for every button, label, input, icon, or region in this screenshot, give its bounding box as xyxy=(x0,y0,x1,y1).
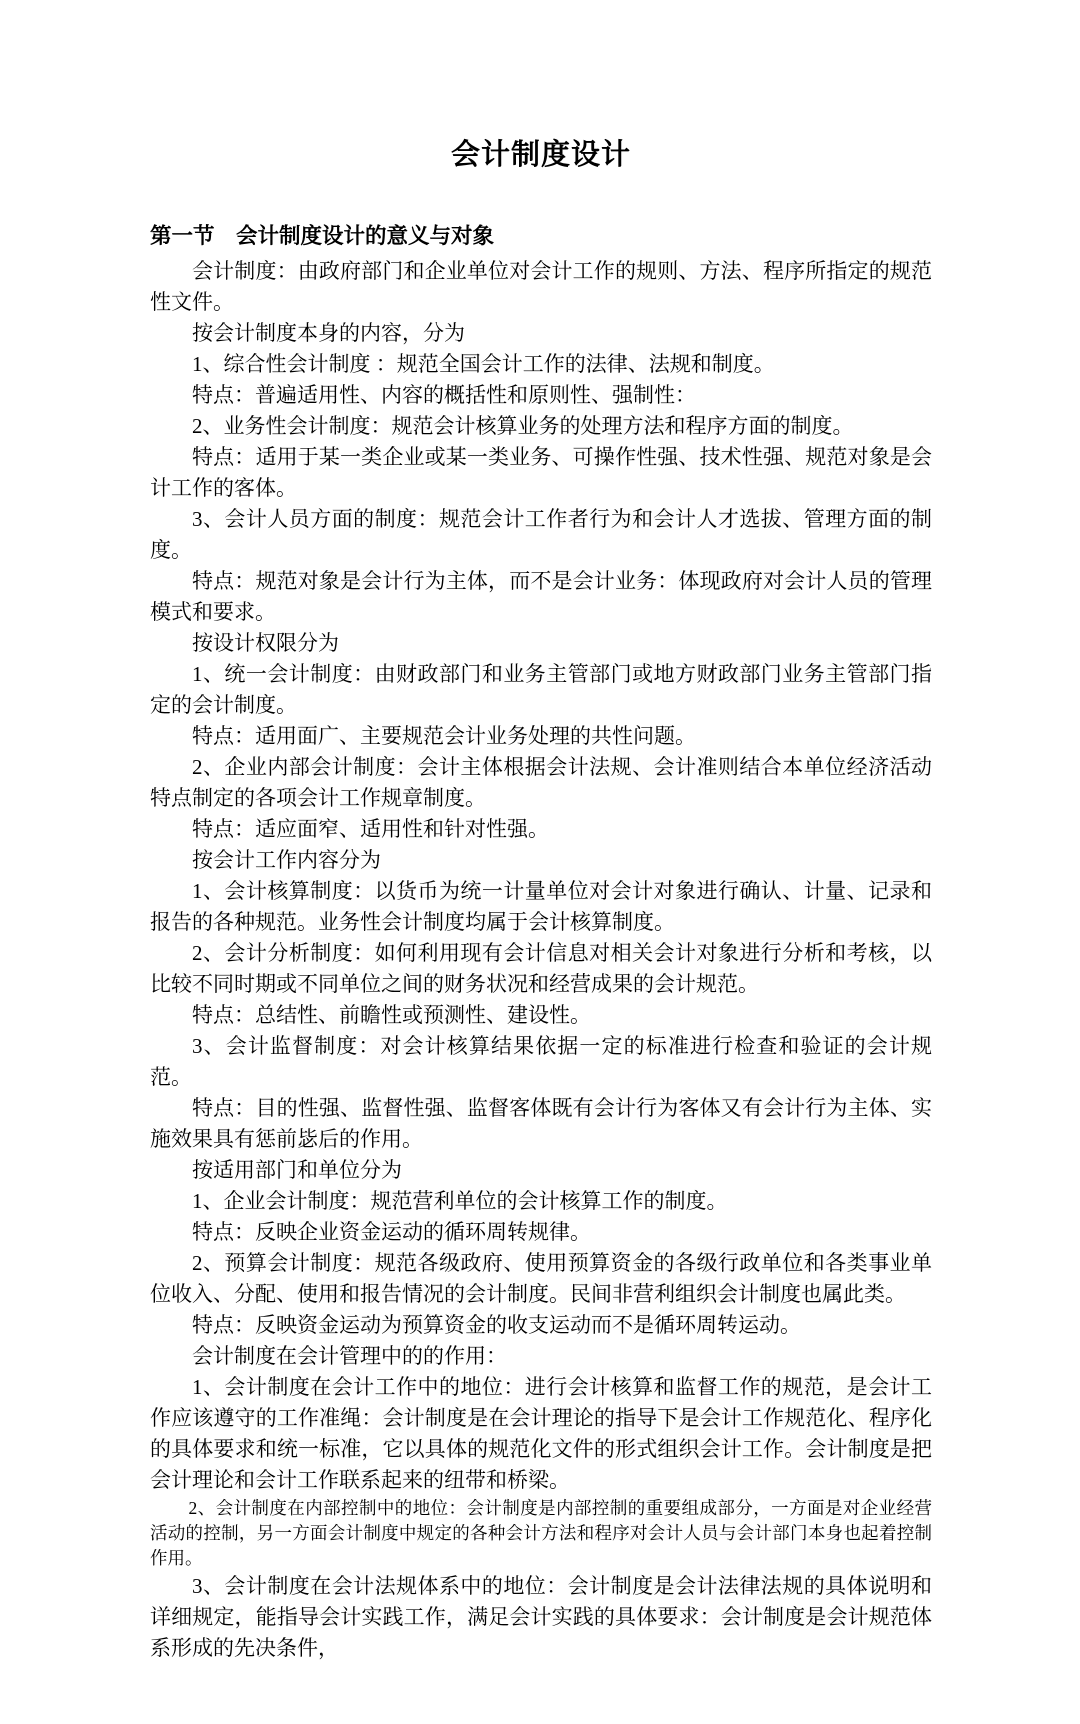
paragraph: 按会计制度本身的内容，分为 xyxy=(192,321,465,345)
paragraph: 特点：普遍适用性、内容的概括性和原则性、强制性： xyxy=(192,383,696,407)
paragraph: 按设计权限分为 xyxy=(192,631,339,655)
document-title: 会计制度设计 xyxy=(450,139,631,171)
paragraph: 3、会计监督制度：对会计核算结果依据一定的标准进行检查和验证的会计规范。 xyxy=(150,1034,932,1089)
paragraph: 会计制度：由政府部门和企业单位对会计工作的规则、方法、程序所指定的规范性文件。 xyxy=(150,259,932,314)
paragraph: 按适用部门和单位分为 xyxy=(192,1158,402,1182)
paragraph: 会计制度在会计管理中的的作用： xyxy=(192,1344,507,1368)
paragraph: 1、会计制度在会计工作中的地位：进行会计核算和监督工作的规范，是会计工作应该遵守的工作准绳：会计制度是在会计理论的指导下是会计工作规范化、程序化的具体要求和统一标准，它以具体的规范化文件的形式组织会计工作。会计制度是把会计理论和会计工作联系起来的纽带和桥梁。 xyxy=(150,1375,932,1492)
paragraph: 2、会计制度在内部控制中的地位：会计制度是内部控制的重要组成部分，一方面是对企业经营活动的控制，另一方面会计制度中规定的各种会计方法和程序对会计人员与会计部门本身也起着控制作用。 xyxy=(150,1498,932,1568)
section-heading: 第一节 会计制度设计的意义与对象 xyxy=(150,224,495,248)
paragraph: 1、会计核算制度：以货币为统一计量单位对会计对象进行确认、计量、记录和报告的各种规范。业务性会计制度均属于会计核算制度。 xyxy=(150,879,932,934)
paragraph: 特点：规范对象是会计行为主体，而不是会计业务：体现政府对会计人员的管理模式和要求。 xyxy=(150,569,932,624)
paragraph: 特点：反映企业资金运动的循环周转规律。 xyxy=(192,1220,591,1244)
paragraph: 1、综合性会计制度 ：规范全国会计工作的法律、法规和制度。 xyxy=(192,352,775,376)
paragraph: 2、会计分析制度：如何利用现有会计信息对相关会计对象进行分析和考核，以比较不同时期或不同单位之间的财务状况和经营成果的会计规范。 xyxy=(150,941,932,996)
paragraph: 1、统一会计制度：由财政部门和业务主管部门或地方财政部门业务主管部门指定的会计制度。 xyxy=(150,662,932,717)
paragraph: 2、业务性会计制度：规范会计核算业务的处理方法和程序方面的制度。 xyxy=(192,414,854,438)
paragraph: 特点：总结性、前瞻性或预测性、建设性。 xyxy=(192,1003,591,1027)
paragraph: 特点：目的性强、监督性强、监督客体既有会计行为客体又有会计行为主体、实施效果具有惩前毖后的作用。 xyxy=(150,1096,932,1151)
paragraph: 按会计工作内容分为 xyxy=(192,848,381,872)
paragraph: 3、会计制度在会计法规体系中的地位：会计制度是会计法律法规的具体说明和详细规定，能指导会计实践工作，满足会计实践的具体要求：会计制度是会计规范体系形成的先决条件， xyxy=(150,1574,932,1660)
paragraph: 特点：适应面窄、适用性和针对性强。 xyxy=(192,817,549,841)
paragraph: 3、会计人员方面的制度：规范会计工作者行为和会计人才选拔、管理方面的制度。 xyxy=(150,507,932,562)
paragraph: 1、企业会计制度：规范营利单位的会计核算工作的制度。 xyxy=(192,1189,728,1213)
paragraph: 特点：反映资金运动为预算资金的收支运动而不是循环周转运动。 xyxy=(192,1313,801,1337)
paragraph: 特点：适用面广、主要规范会计业务处理的共性问题。 xyxy=(192,724,696,748)
document-body xyxy=(150,256,932,1664)
paragraph: 2、预算会计制度：规范各级政府、使用预算资金的各级行政单位和各类事业单位收入、分配、使用和报告情况的会计制度。民间非营利组织会计制度也属此类。 xyxy=(150,1251,932,1306)
paragraph: 特点：适用于某一类企业或某一类业务、可操作性强、技术性强、规范对象是会计工作的客体。 xyxy=(150,445,932,500)
paragraph: 2、企业内部会计制度：会计主体根据会计法规、会计准则结合本单位经济活动特点制定的各项会计工作规章制度。 xyxy=(150,755,932,810)
